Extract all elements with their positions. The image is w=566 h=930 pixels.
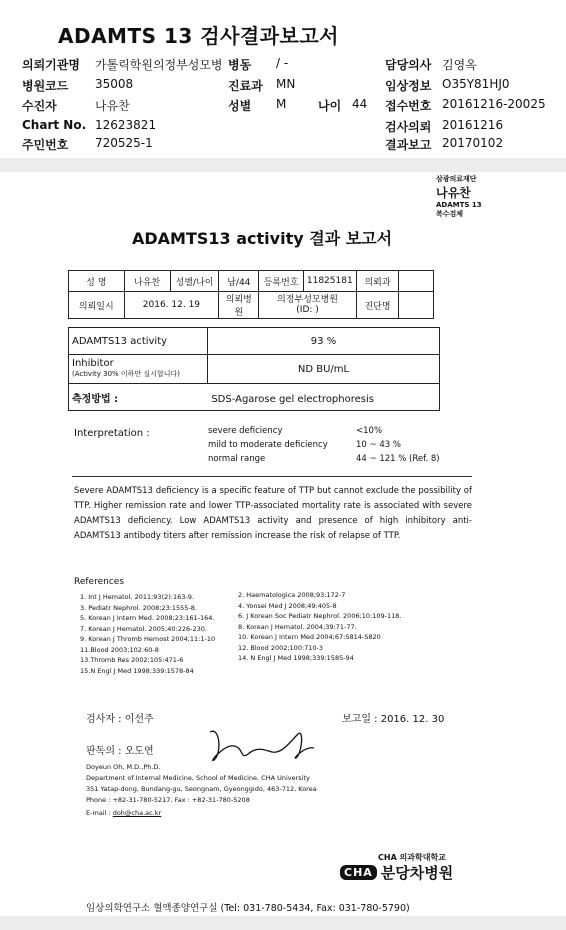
interp-name: mild to moderate deficiency (208, 440, 328, 450)
ward-value: / - (276, 56, 289, 70)
doctor-label: 담당의사 (385, 58, 432, 72)
activity-label: ADAMTS13 activity (69, 328, 208, 355)
signature-block (86, 762, 386, 819)
reference-item: 3. Pediatr Nephrol. 2008;23:1555-8. (80, 603, 197, 612)
ssn-label: 주민번호 (22, 138, 69, 152)
ward-label: 병동 (228, 58, 252, 72)
receipt-no-label: 접수번호 (385, 99, 432, 113)
interp-range: <10% (356, 426, 383, 436)
report-header (0, 0, 566, 160)
hospital-logo (340, 862, 453, 883)
report-day: 보고일 : 2016. 12. 30 (342, 714, 445, 725)
grid-hosp-cell (259, 292, 356, 319)
patient-info-grid (68, 270, 434, 319)
logo-brand: CHA (340, 865, 377, 880)
interp-range: 44 ~ 121 % (Ref. 8) (356, 454, 440, 464)
divider-band (0, 158, 566, 172)
grid-dept-label: 의뢰과 (356, 271, 399, 292)
interpretation-label: Interpretation : (74, 428, 150, 439)
grid-hosp-label: 의뢰병원 (219, 292, 259, 319)
reference-item: 4. Yonsei Med J 2008;49:405-8 (238, 601, 337, 610)
grid-regno-value: 11825181 (303, 271, 356, 292)
signer-dept: Department of Internal Medicine, School of Medicine, CHA University (86, 774, 310, 782)
inhibitor-cell (69, 355, 208, 384)
report-title: ADAMTS13 activity 결과 보고서 (132, 229, 393, 248)
interp-name: normal range (208, 454, 266, 464)
signer-name: Doyeun Oh, M.D.,Ph.D. (86, 763, 161, 771)
reference-item: 8. Korean J Hematol. 2004;39:71-77. (238, 622, 357, 631)
inhibitor-value: ND BU/mL (208, 355, 440, 384)
logo-name: 분당차병원 (380, 864, 454, 882)
explanation-paragraph: Severe ADAMTS13 deficiency is a specific feature of TTP but cannot exclude the possibility of TTP. Higher remission rate and lower TTP-associated mortality rate is associated with severe ADAMTS13 deficiency. Low ADAMTS13 activity and presence of high inhibitory anti-ADAMTS13 antibody titers after remission increase the risk of relapse of TTP. (74, 486, 472, 541)
method-label: 측정방법 : (72, 393, 119, 405)
tester-label: 검사자 : 이선주 (86, 714, 154, 725)
grid-name-value: 나유찬 (124, 271, 170, 292)
hospital-code-label: 병원코드 (22, 79, 69, 93)
interp-row (208, 424, 478, 438)
patient-label: 수진자 (22, 99, 57, 113)
chart-no-label: Chart No. (22, 118, 87, 132)
method-cell (69, 384, 440, 411)
stamp-line1: 삼광의료재단 (436, 175, 477, 183)
reference-item: 13.Thromb Res 2002;105:471-6 (80, 656, 184, 664)
grid-sexage-value: 남/44 (219, 271, 259, 292)
reference-item: 7. Korean J Hematol. 2005;40:226-230. (80, 624, 207, 633)
lab-footer: 임상의학연구소 혈액종양연구실 (Tel: 031-780-5434, Fax: 031-780-5790) (86, 903, 410, 914)
bottom-band (0, 916, 566, 930)
report-date-value: 20170102 (442, 136, 504, 150)
reference-item: 1. Int J Hematol. 2011;93(2):163-9. (80, 593, 194, 601)
grid-date-value: 2016. 12. 19 (124, 292, 219, 319)
reference-item: 2. Haematologica 2008;93:172-7 (238, 591, 346, 599)
dept-value: MN (276, 77, 296, 91)
reference-item: 12. Blood 2002;100:710-3 (238, 643, 324, 652)
email-label: E-mail : (86, 809, 113, 817)
doctor-value: 김영옥 (442, 58, 477, 72)
reference-item: 9. Korean J Thromb Hemost 2004;11:1-10 (80, 635, 216, 643)
stamp-line3: ADAMTS 13 (436, 201, 482, 209)
sample-stamp (436, 174, 546, 219)
logo-subtitle: CHA 의과학대학교 (378, 853, 446, 862)
interp-name: severe deficiency (208, 426, 283, 436)
grid-diag-value (399, 292, 434, 319)
references-right (238, 590, 478, 664)
reference-item: 5. Korean J Intern Med. 2008;23:161-164. (80, 614, 215, 622)
ordering-org-value: 가톨릭학원의정부성모병 (95, 58, 223, 72)
sex-value: M (276, 97, 287, 111)
scanned-report (0, 172, 566, 916)
request-date-label: 검사의뢰 (385, 120, 432, 134)
divider-line (72, 476, 472, 477)
hospital-code-value: 35008 (95, 77, 134, 91)
reference-item: 11.Blood 2003;102:60-8 (80, 645, 159, 654)
ssn-value: 720525-1 (95, 136, 153, 150)
sex-label: 성별 (228, 99, 252, 113)
signer-address: 351 Yatap-dong, Bundang-gu, Seongnam, Gyeonggido, 463-712, Korea (86, 785, 317, 793)
dept-label: 진료과 (228, 79, 263, 93)
references-title: References (74, 577, 125, 587)
inhibitor-note: (Activity 30% 이하만 실시합니다) (72, 370, 180, 378)
reference-item: 14. N Engl J Med 1998;339:1585-94 (238, 654, 354, 662)
age-label: 나이 (318, 99, 342, 113)
grid-diag-label: 진단명 (356, 292, 399, 319)
report-date-label: 결과보고 (385, 138, 432, 152)
grid-name-label: 성 명 (69, 271, 125, 292)
patient-value: 나유찬 (95, 99, 130, 113)
email-link[interactable]: doh@cha.ac.kr (112, 809, 162, 817)
inhibitor-label: Inhibitor (72, 358, 114, 369)
reference-item: 6. J Korean Soc Pediatr Nephrol. 2006;10:109-118. (238, 612, 402, 620)
interp-range: 10 ~ 43 % (356, 440, 401, 450)
interp-row (208, 452, 478, 466)
result-grid (68, 327, 440, 411)
chart-no-value: 12623821 (95, 118, 157, 132)
signer-phone: Phone : +82-31-780-5217, Fax : +82-31-780-5208 (86, 796, 250, 804)
references-left (80, 592, 240, 676)
activity-value: 93 % (208, 328, 440, 355)
age-value: 44 (352, 97, 368, 111)
stamp-line4: 복수검체 (436, 210, 464, 218)
grid-hosp-id: (ID: ) (296, 305, 319, 315)
grid-regno-label: 등록번호 (259, 271, 303, 292)
reader-label: 판독의 : 오도연 (86, 746, 154, 757)
stamp-name: 나유찬 (436, 186, 471, 200)
clinical-info-value: O35Y81HJ0 (442, 77, 510, 91)
reference-item: 10. Korean J Intern Med 2004;67:S814-S820 (238, 633, 381, 641)
method-value: SDS-Agarose gel electrophoresis (211, 393, 374, 405)
grid-date-label: 의뢰일시 (69, 292, 125, 319)
interpretation-table (208, 424, 478, 466)
grid-hosp-value: 의정부성모병원 (277, 295, 338, 305)
reference-item: 15.N Engl J Med 1998;339:1578-84 (80, 666, 194, 675)
request-date-value: 20161216 (442, 118, 504, 132)
ordering-org-label: 의뢰기관명 (22, 58, 80, 72)
signer-email-row (86, 808, 386, 819)
clinical-info-label: 임상정보 (385, 79, 432, 93)
grid-sexage-label: 성별/나이 (170, 271, 218, 292)
interp-row (208, 438, 478, 452)
grid-dept-value (399, 271, 434, 292)
page-title: ADAMTS 13 검사결과보고서 (58, 24, 340, 48)
receipt-no-value: 20161216-20025 (442, 97, 546, 111)
